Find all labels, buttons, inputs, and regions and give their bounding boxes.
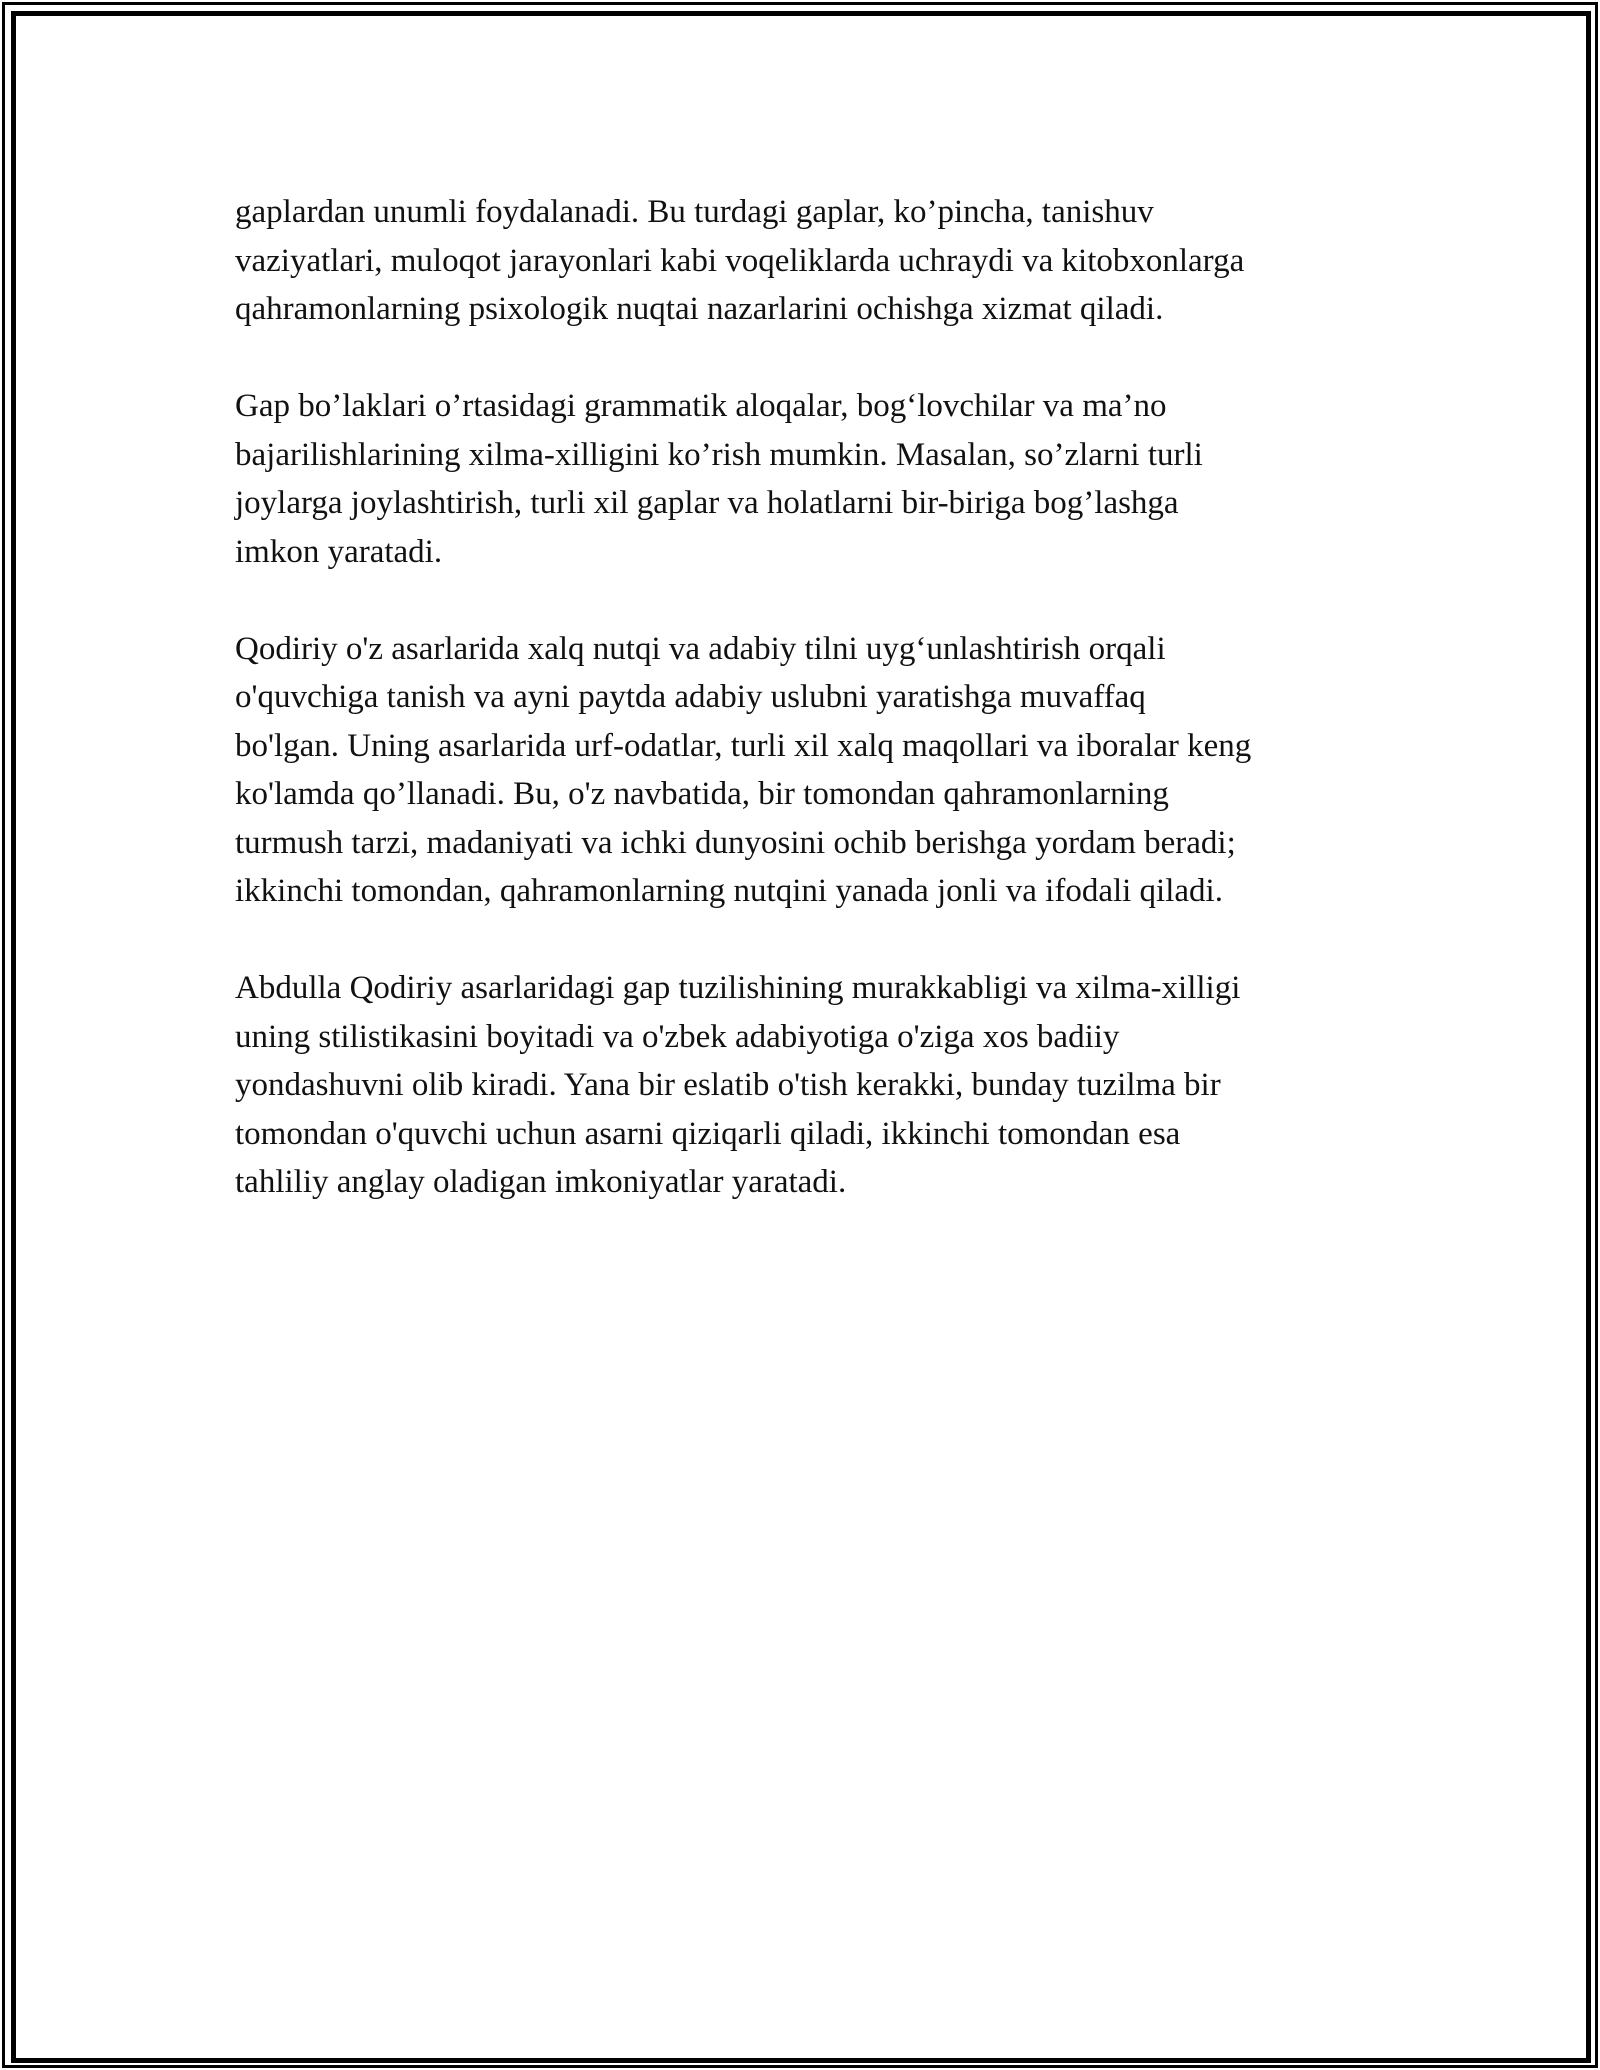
paragraph-4: Abdulla Qodiriy asarlaridagi gap tuzilishining murakkabligi va xilma-xilligi uning stilistikasini boyitadi va o'zbek adabiyotiga o'ziga xos badiiy yondashuvni olib kiradi. Yana bir eslatib o'tish kerakki, bunday tuzilma bir tomondan o'quvchi uchun asarni qiziqarli qiladi, ikkinchi tomondan esa tahliliy anglay oladigan imkoniyatlar yaratadi. [235,970,1241,1200]
paragraph-1: gaplardan unumli foydalanadi. Bu turdagi gaplar, ko’pincha, tanishuv vaziyatlari, muloqot jarayonlari kabi voqeliklarda uchraydi va kitobxonlarga qahramonlarning psixologik nuqtai nazarlarini ochishga xizmat qiladi. [235,194,1245,327]
document-body [235,188,1375,1255]
paragraph-3: Qodiriy o'z asarlarida xalq nutqi va adabiy tilni uyg‘unlashtirish orqali o'quvchiga tanish va ayni paytda adabiy uslubni yaratishga muvaffaq bo'lgan. Uning asarlarida urf-odatlar, turli xil xalq maqollari va iboralar keng ko'lamda qo’llanadi. Bu, o'z navbatida, bir tomondan qahramonlarning turmush tarzi, madaniyati va ichki dunyosini ochib berishga yordam beradi; ikkinchi tomondan, qahramonlarning nutqini yanada jonli va ifodali qiladi. [235,630,1252,909]
paragraph-2: Gap bo’laklari o’rtasidagi grammatik aloqalar, bog‘lovchilar va ma’no bajarilishlarining xilma-xilligini ko’rish mumkin. Masalan, so’zlarni turli joylarga joylashtirish, turli xil gaplar va holatlarni bir-biriga bog’lashga imkon yaratadi. [235,388,1203,570]
